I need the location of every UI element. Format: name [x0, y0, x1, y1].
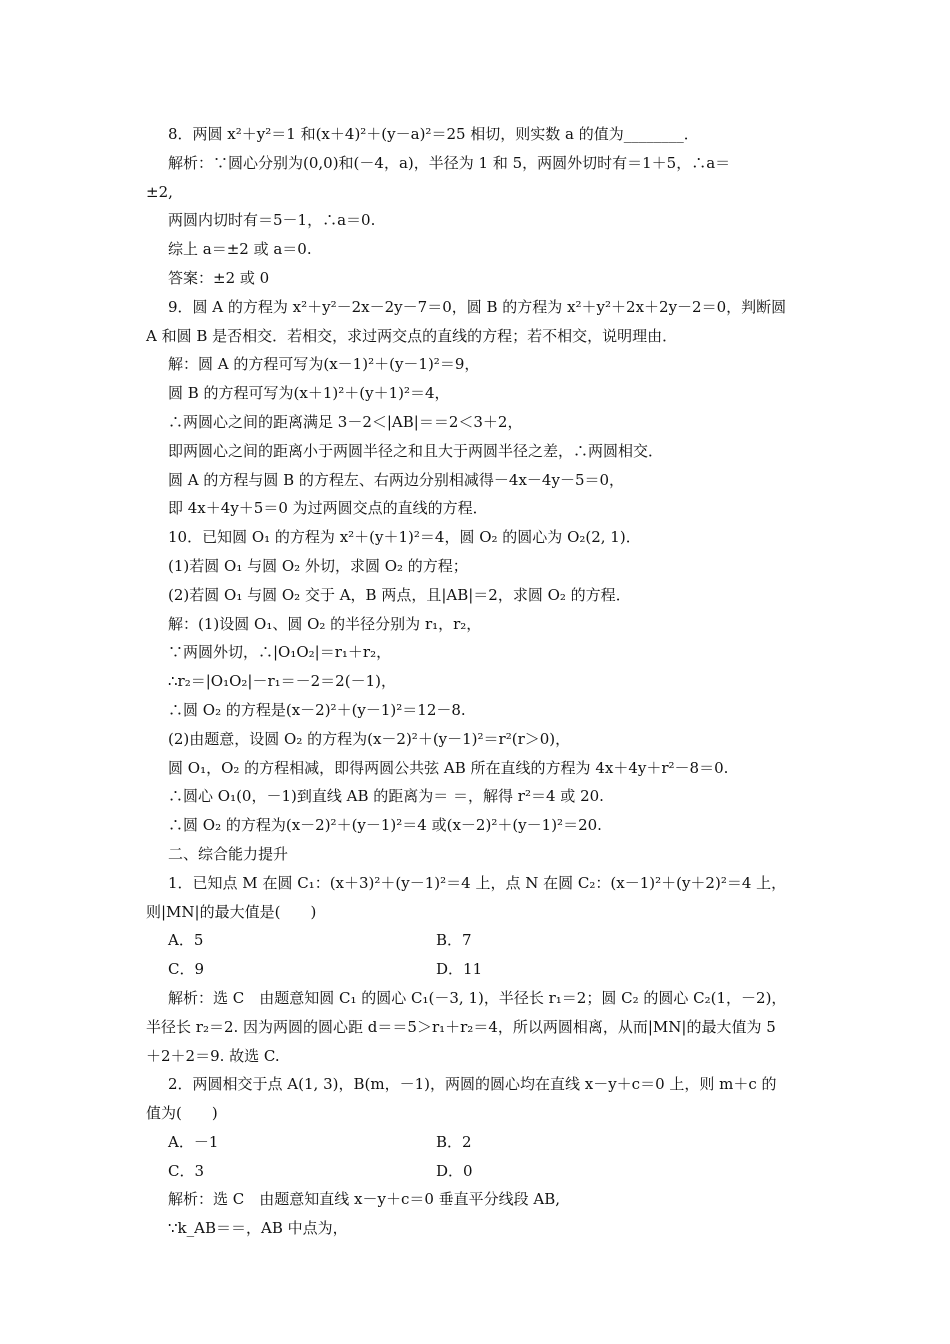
text-line: ∴圆 O₂ 的方程为(x－2)²＋(y－1)²＝4 或(x－2)²＋(y－1)²＝20.: [168, 816, 602, 835]
document-content: [146, 120, 808, 1243]
text-line: 即 4x＋4y＋5＝0 为过两圆交点的直线的方程．: [168, 499, 488, 518]
text-line: 解析：选 C 由题意知直线 x－y＋c＝0 垂直平分线段 AB,: [168, 1190, 561, 1209]
option-row: [168, 1128, 808, 1157]
option-text: C．9: [168, 960, 205, 979]
text-line: 9．圆 A 的方程为 x²＋y²－2x－2y－7＝0，圆 B 的方程为 x²＋y²＋2x＋2y－2＝0，判断圆: [168, 297, 787, 316]
option-text: B．7: [436, 931, 472, 950]
option-text: A．－1: [168, 1132, 219, 1151]
choice-options-1: [168, 926, 808, 984]
text-line: ±2,: [146, 182, 173, 201]
text-line: 圆 A 的方程与圆 B 的方程左、右两边分别相减得－4x－4y－5＝0，: [168, 470, 625, 489]
text-line: 解：圆 A 的方程可写为(x－1)²＋(y－1)²＝9，: [168, 355, 480, 374]
text-line: 1．已知点 M 在圆 C₁：(x＋3)²＋(y－1)²＝4 上，点 N 在圆 C₂：(x－1)²＋(y＋2)²＝4 上，: [168, 873, 787, 892]
option-row: [168, 926, 808, 955]
problem-block-3: [168, 1185, 808, 1243]
text-line: (1)若圆 O₁ 与圆 O₂ 外切，求圆 O₂ 的方程；: [168, 556, 468, 575]
text-line: ∵两圆外切，∴|O₁O₂|＝r₁＋r₂，: [168, 643, 392, 662]
option-text: D．11: [436, 960, 483, 979]
text-line: ∴圆 O₂ 的方程是(x－2)²＋(y－1)²＝12－8.: [168, 700, 466, 719]
text-line: 则|MN|的最大值是( ): [146, 902, 317, 921]
problem-block-2: [146, 984, 808, 1128]
text-line: 圆 B 的方程可写为(x＋1)²＋(y＋1)²＝4，: [168, 384, 450, 403]
text-line: 二、综合能力提升: [168, 844, 289, 863]
option-text: B．2: [436, 1132, 472, 1151]
problem-block-1: [146, 120, 808, 926]
text-line: 两圆内切时有＝5－1，∴a＝0.: [168, 211, 376, 230]
text-line: (2)由题意，设圆 O₂ 的方程为(x－2)²＋(y－1)²＝r²(r＞0)，: [168, 729, 571, 748]
option-text: C．3: [168, 1161, 205, 1180]
text-line: 综上 a＝±2 或 a＝0.: [168, 240, 312, 259]
text-line: (2)若圆 O₁ 与圆 O₂ 交于 A，B 两点，且|AB|＝2，求圆 O₂ 的方程．: [168, 585, 631, 604]
text-line: 即两圆心之间的距离小于两圆半径之和且大于两圆半径之差，∴两圆相交．: [168, 441, 664, 460]
text-line: 解：(1)设圆 O₁、圆 O₂ 的半径分别为 r₁，r₂，: [168, 614, 482, 633]
option-text: A．5: [168, 931, 204, 950]
text-line: 值为( ): [146, 1104, 218, 1123]
text-line: ∴两圆心之间的距离满足 3－2＜|AB|＝＝2＜3＋2，: [168, 412, 523, 431]
text-line: 2．两圆相交于点 A(1, 3)，B(m，－1)，两圆的圆心均在直线 x－y＋c＝0 上，则 m＋c 的: [168, 1075, 777, 1094]
text-line: ＋2＋2＝9. 故选 C.: [146, 1046, 280, 1065]
choice-options-2: [168, 1128, 808, 1186]
option-row: [168, 1157, 808, 1186]
text-line: 解析：选 C 由题意知圆 C₁ 的圆心 C₁(－3, 1)，半径长 r₁＝2；圆 C₂ 的圆心 C₂(1，－2)，: [168, 988, 787, 1007]
text-line: A 和圆 B 是否相交．若相交，求过两交点的直线的方程；若不相交，说明理由．: [146, 326, 678, 345]
text-line: 圆 O₁，O₂ 的方程相减，即得两圆公共弦 AB 所在直线的方程为 4x＋4y＋r²－8＝0.: [168, 758, 729, 777]
text-line: 8．两圆 x²＋y²＝1 和(x＋4)²＋(y－a)²＝25 相切，则实数 a 的值为________．: [168, 125, 699, 143]
option-text: D．0: [436, 1161, 473, 1180]
text-line: ∴r₂＝|O₁O₂|－r₁＝－2＝2(－1)，: [168, 672, 396, 691]
option-row: [168, 955, 808, 984]
text-line: 答案：±2 或 0: [168, 268, 270, 287]
text-line: ∴圆心 O₁(0，－1)到直线 AB 的距离为＝ ＝，解得 r²＝4 或 20.: [168, 787, 604, 806]
text-line: 半径长 r₂＝2. 因为两圆的圆心距 d＝＝5＞r₁＋r₂＝4，所以两圆相离，从而|MN|的最大值为 5: [146, 1017, 776, 1036]
text-line: ∵k_AB＝＝，AB 中点为，: [168, 1219, 348, 1238]
text-line: 10．已知圆 O₁ 的方程为 x²＋(y＋1)²＝4，圆 O₂ 的圆心为 O₂(2, 1)．: [168, 528, 641, 547]
text-line: 解析：∵圆心分别为(0,0)和(－4，a)，半径为 1 和 5，两圆外切时有＝1＋5，∴a＝: [168, 153, 731, 172]
